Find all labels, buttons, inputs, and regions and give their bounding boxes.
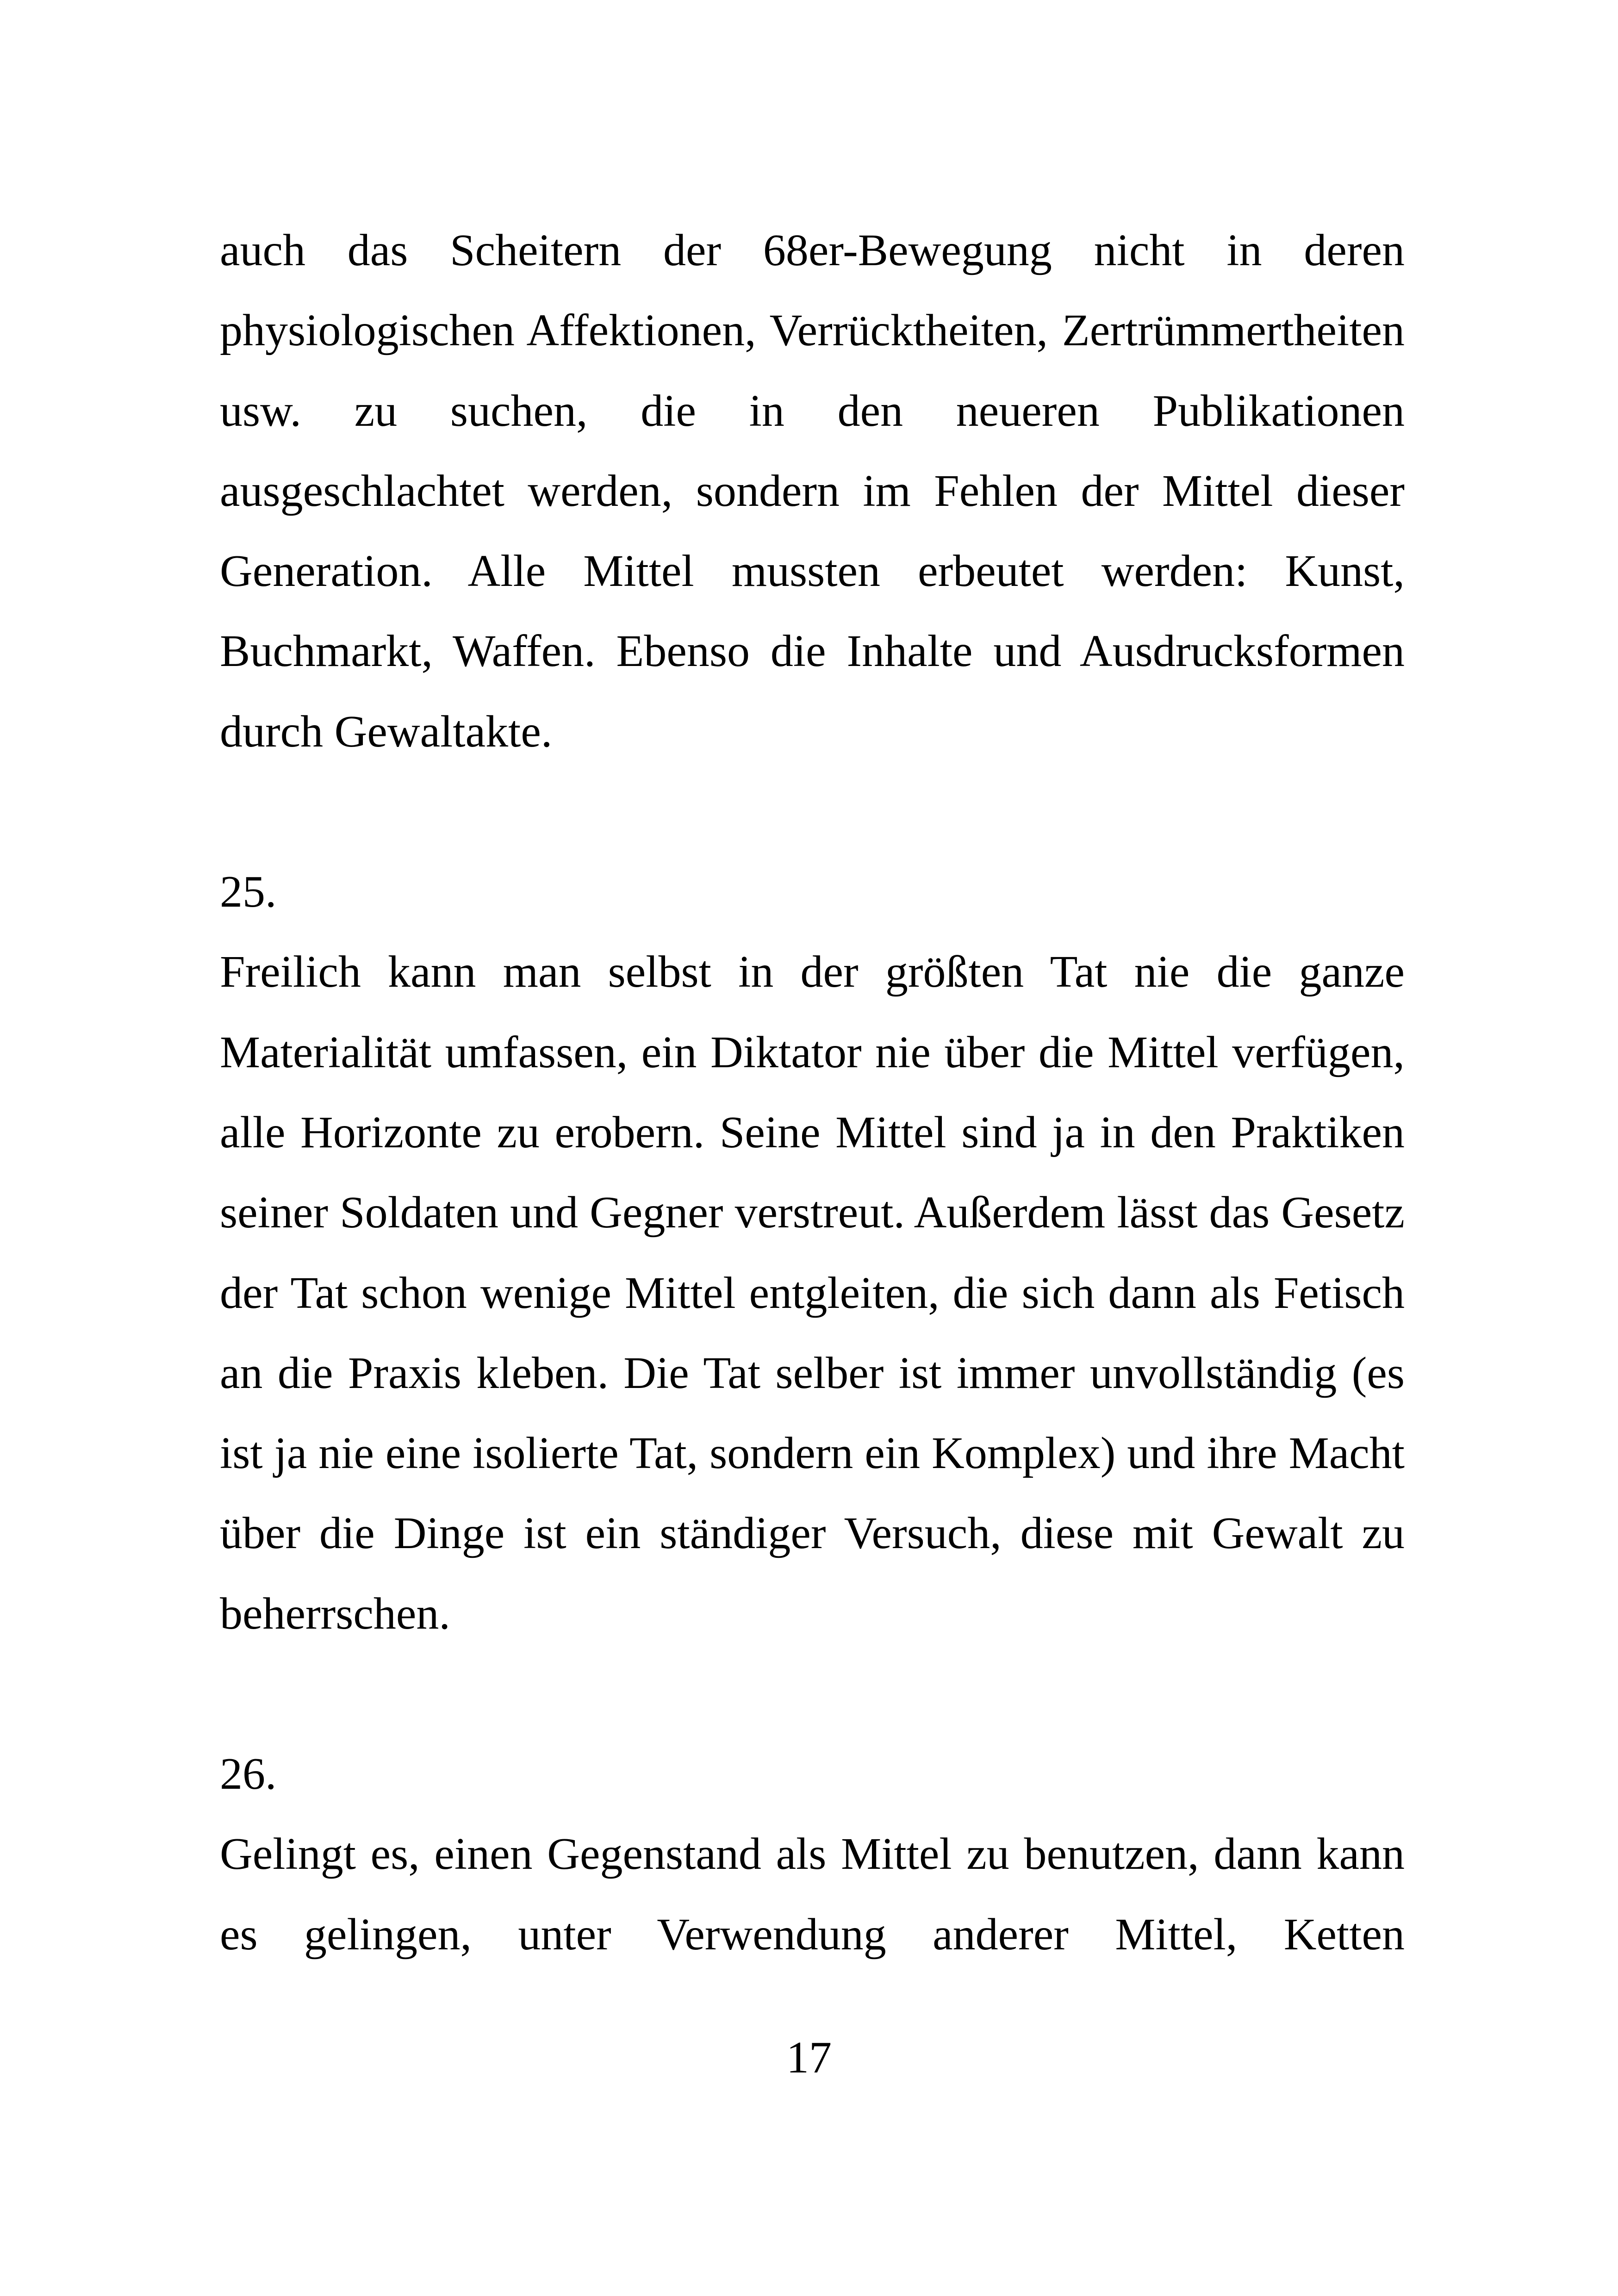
paragraph-gap bbox=[220, 772, 1405, 852]
paragraph-gap bbox=[220, 1654, 1405, 1734]
section-number-25: 25. bbox=[220, 867, 277, 917]
section-number-26: 26. bbox=[220, 1749, 277, 1799]
page-number: 17 bbox=[786, 2033, 832, 2083]
paragraph-continued: auch das Scheitern der 68er-Bewegung nicht in deren physiologischen Affektionen, Verrücktheiten, Zertrümmertheiten usw. zu suchen, die in den neueren Publikationen ausgeschlachtet werden, sondern im Fehlen der Mittel dieser Generation. Alle Mittel mussten erbeutet werden: Kunst, Buchmarkt, Waffen. Ebenso die Inhalte und Ausdrucksformen durch Gewaltakte. bbox=[220, 225, 1405, 757]
document-page bbox=[220, 211, 1405, 1975]
section-26-text: Gelingt es, einen Gegenstand als Mittel zu benutzen, dann kann es gelingen, unter Verwendung anderer Mittel, Ketten bbox=[220, 1829, 1405, 1960]
section-25-text: Freilich kann man selbst in der größten Tat nie die ganze Materialität umfassen, ein Diktator nie über die Mittel verfügen, alle Horizonte zu erobern. Seine Mittel sind ja in den Praktiken seiner Soldaten und Gegner verstreut. Außerdem lässt das Gesetz der Tat schon wenige Mittel entgleiten, die sich dann als Fetisch an die Praxis kleben. Die Tat selber ist immer unvollständig (es ist ja nie eine isolierte Tat, sondern ein Komplex) und ihre Macht über die Dinge ist ein ständiger Versuch, diese mit Gewalt zu beherrschen. bbox=[220, 947, 1405, 1639]
